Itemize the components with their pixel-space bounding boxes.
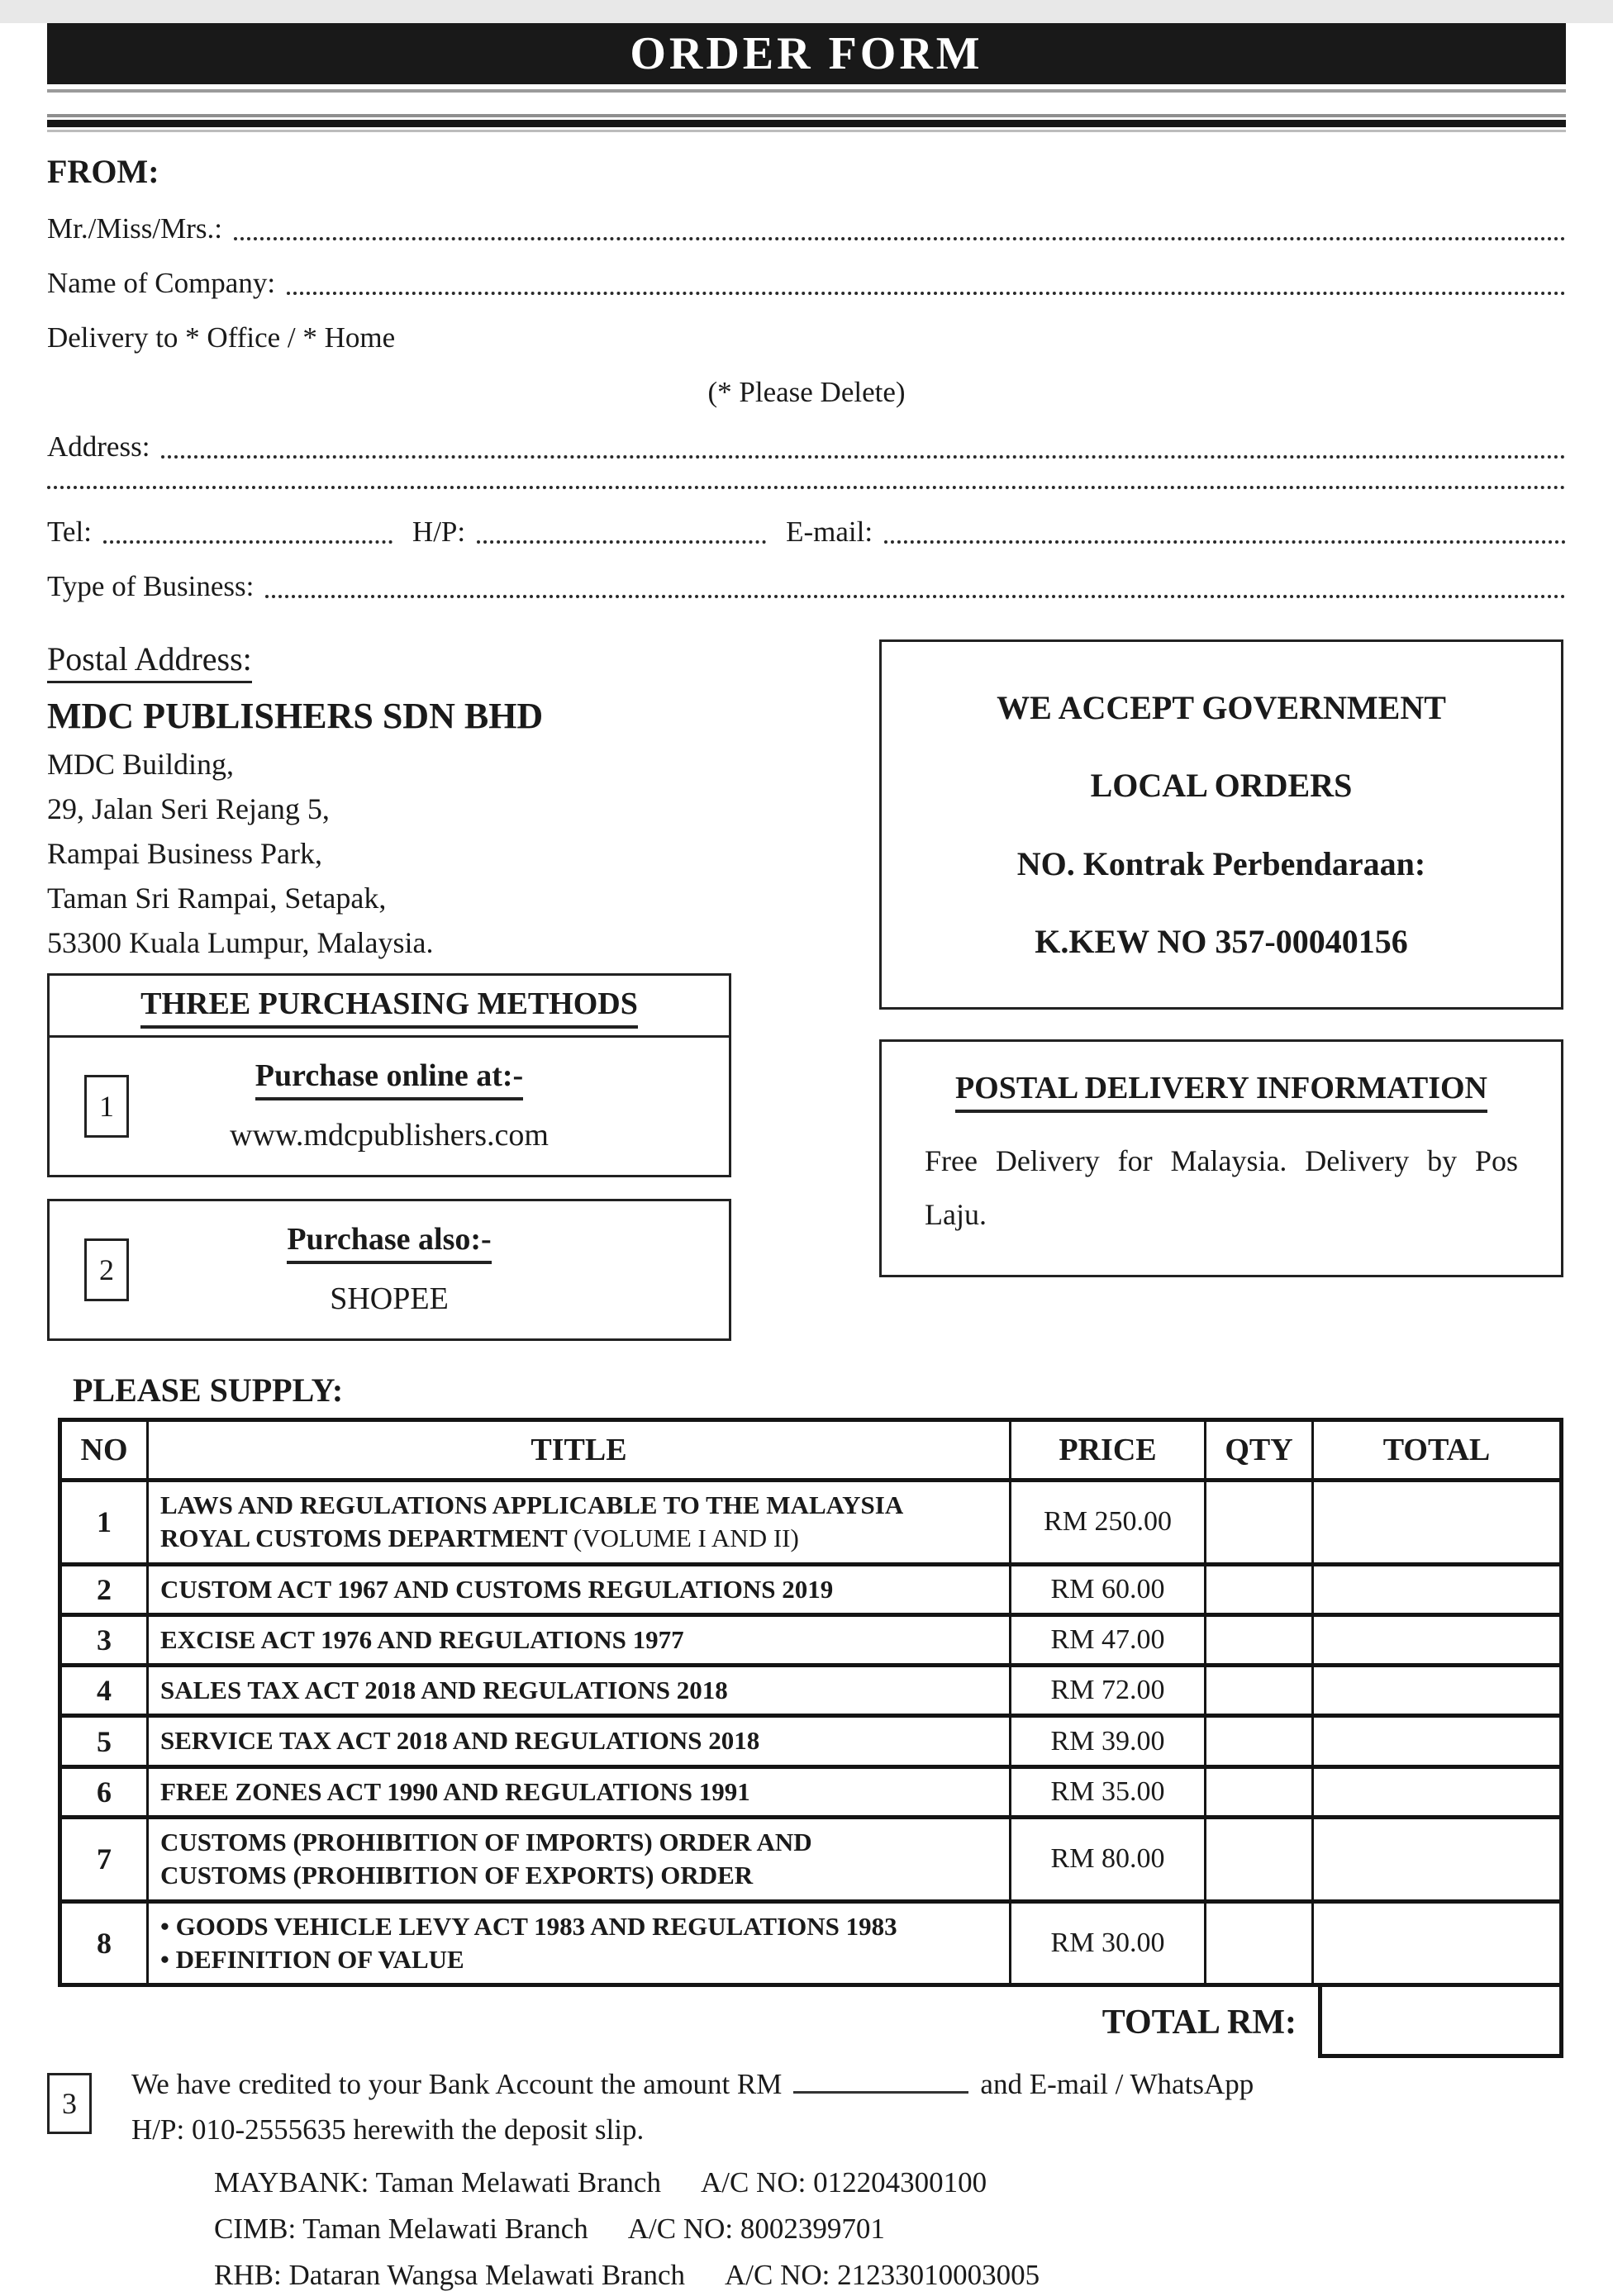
address-blank[interactable] — [161, 454, 1566, 459]
title-cell: • GOODS VEHICLE LEVY ACT 1983 AND REGULATIONS 1983 • DEFINITION OF VALUE — [148, 1901, 1011, 1985]
bank-account: A/C NO: 8002399701 — [627, 2213, 885, 2246]
total-cell[interactable] — [1313, 1666, 1562, 1716]
company-blank[interactable] — [287, 291, 1566, 295]
table-row — [60, 1818, 1562, 1902]
salutation-field-row — [47, 212, 1566, 245]
table-row — [60, 1666, 1562, 1716]
title-bar-shadow — [47, 89, 1566, 93]
double-rule — [47, 114, 1566, 132]
row-number: 2 — [60, 1564, 148, 1614]
total-rm-label: TOTAL RM: — [1102, 2004, 1297, 2042]
qty-cell[interactable] — [1206, 1901, 1313, 1985]
postal-delivery-text: Free Delivery for Malaysia. Delivery by Pos Laju. — [925, 1144, 1518, 1231]
col-header-title: TITLE — [148, 1420, 1011, 1481]
total-cell[interactable] — [1313, 1818, 1562, 1902]
row-number: 7 — [60, 1818, 148, 1902]
method-1-title — [50, 1058, 729, 1094]
bank-line-maybank — [214, 2166, 1254, 2199]
salutation-label: Mr./Miss/Mrs.: — [47, 212, 222, 245]
title-cell: LAWS AND REGULATIONS APPLICABLE TO THE MALAYSIA ROYAL CUSTOMS DEPARTMENT (VOLUME I AND II) — [148, 1481, 1011, 1565]
business-label: Type of Business: — [47, 570, 255, 602]
col-header-no: NO — [60, 1420, 148, 1481]
please-supply-heading: PLEASE SUPPLY: — [73, 1371, 344, 1409]
qty-cell[interactable] — [1206, 1481, 1313, 1565]
row-number: 5 — [60, 1716, 148, 1766]
qty-cell[interactable] — [1206, 1564, 1313, 1614]
title-cell: FREE ZONES ACT 1990 AND REGULATIONS 1991 — [148, 1766, 1011, 1817]
bank-name: MAYBANK: Taman Melawati Branch — [214, 2165, 661, 2199]
postal-delivery-box — [879, 1039, 1563, 1277]
qty-cell[interactable] — [1206, 1818, 1313, 1902]
table-row — [60, 1901, 1562, 1985]
method-1-body — [50, 1038, 729, 1175]
hp-label: H/P: — [412, 516, 466, 548]
business-field-row — [47, 570, 1566, 603]
payment-line-1-after: and E-mail / WhatsApp — [980, 2068, 1254, 2101]
row-number: 8 — [60, 1901, 148, 1985]
bank-list — [214, 2166, 1254, 2293]
rule-thick — [47, 120, 1566, 127]
price-cell: RM 30.00 — [1011, 1901, 1206, 1985]
table-row — [60, 1564, 1562, 1614]
please-delete-note: (* Please Delete) — [707, 376, 906, 408]
row-number: 4 — [60, 1666, 148, 1716]
price-cell: RM 80.00 — [1011, 1818, 1206, 1902]
col-header-price: PRICE — [1011, 1420, 1206, 1481]
total-cell[interactable] — [1313, 1481, 1562, 1565]
method-2-number-box: 2 — [84, 1238, 129, 1301]
postal-delivery-heading-text: POSTAL DELIVERY INFORMATION — [955, 1071, 1487, 1113]
tel-hp-email-row — [47, 516, 1566, 549]
payment-line-1-before: We have credited to your Bank Account the amount RM — [131, 2068, 783, 2101]
rule-thin — [47, 114, 1566, 117]
total-cell[interactable] — [1313, 1716, 1562, 1766]
table-row — [60, 1716, 1562, 1766]
payment-line-2: H/P: 010-2555635 herewith the deposit slip. — [131, 2113, 645, 2146]
email-blank[interactable] — [884, 540, 1566, 544]
shopee-label: SHOPEE — [330, 1281, 449, 1316]
qty-cell[interactable] — [1206, 1766, 1313, 1817]
title-cell: EXCISE ACT 1976 AND REGULATIONS 1977 — [148, 1614, 1011, 1665]
government-line-1: WE ACCEPT GOVERNMENT — [997, 688, 1446, 726]
tel-blank[interactable] — [103, 540, 393, 544]
company-label: Name of Company: — [47, 267, 276, 299]
company-field-row — [47, 267, 1566, 300]
title-cell: CUSTOMS (PROHIBITION OF IMPORTS) ORDER AND CUSTOMS (PROHIBITION OF EXPORTS) ORDER — [148, 1818, 1011, 1902]
tel-label: Tel: — [47, 516, 92, 548]
method-2-title-text: Purchase also:- — [287, 1222, 491, 1264]
total-cell[interactable] — [1313, 1766, 1562, 1817]
address-label: Address: — [47, 430, 150, 463]
postal-address-line: Taman Sri Rampai, Setapak, — [47, 882, 387, 915]
right-column — [879, 639, 1563, 1277]
delivery-option-row — [47, 321, 1566, 354]
supply-table — [58, 1418, 1563, 1987]
price-cell: RM 39.00 — [1011, 1716, 1206, 1766]
payment-line-1 — [131, 2068, 1254, 2101]
rule-light — [47, 130, 1566, 132]
from-heading: FROM: — [47, 153, 159, 190]
title-cell: SERVICE TAX ACT 2018 AND REGULATIONS 2018 — [148, 1716, 1011, 1766]
bank-line-rhb — [214, 2259, 1254, 2292]
purchasing-method-2-box — [47, 1199, 731, 1341]
government-orders-box — [879, 639, 1563, 1010]
price-cell: RM 72.00 — [1011, 1666, 1206, 1716]
method-3-number-box: 3 — [47, 2073, 92, 2134]
address-field-row-2 — [47, 485, 1566, 494]
col-header-qty: QTY — [1206, 1420, 1313, 1481]
two-column-section — [47, 639, 1563, 1341]
email-label: E-mail: — [786, 516, 873, 548]
table-row — [60, 1766, 1562, 1817]
table-row — [60, 1614, 1562, 1665]
method-1-title-text: Purchase online at:- — [255, 1058, 523, 1100]
page-title: ORDER FORM — [630, 28, 983, 79]
postal-address-line: 29, Jalan Seri Rejang 5, — [47, 792, 330, 825]
order-form-page — [0, 23, 1613, 2296]
title-cell: SALES TAX ACT 2018 AND REGULATIONS 2018 — [148, 1666, 1011, 1716]
method-2-body — [50, 1201, 729, 1338]
row-number: 6 — [60, 1766, 148, 1817]
bank-account: A/C NO: 21233010003005 — [724, 2259, 1040, 2292]
postal-address-heading — [47, 639, 846, 678]
postal-address-line: Rampai Business Park, — [47, 837, 322, 870]
total-cell[interactable] — [1313, 1564, 1562, 1614]
method-2-title — [50, 1221, 729, 1257]
salutation-blank[interactable] — [234, 236, 1566, 240]
left-column — [47, 639, 846, 1341]
grand-total-cell[interactable] — [1318, 1987, 1563, 2058]
payment-section — [47, 2068, 1566, 2292]
col-header-total: TOTAL — [1313, 1420, 1562, 1481]
bank-name: RHB: Dataran Wangsa Melawati Branch — [214, 2259, 685, 2292]
row-number: 3 — [60, 1614, 148, 1665]
bank-line-cimb — [214, 2213, 1254, 2246]
purchasing-methods-heading — [50, 976, 729, 1038]
total-cell[interactable] — [1313, 1901, 1562, 1985]
table-header-row — [60, 1420, 1562, 1481]
address-blank-line2[interactable] — [47, 485, 1566, 489]
price-cell: RM 35.00 — [1011, 1766, 1206, 1817]
purchasing-methods-box — [47, 973, 731, 1177]
table-row — [60, 1481, 1562, 1565]
purchasing-methods-heading-text: THREE PURCHASING METHODS — [140, 986, 638, 1029]
address-field-row — [47, 430, 1566, 463]
price-cell: RM 47.00 — [1011, 1614, 1206, 1665]
kkew-number: K.KEW NO 357-00040156 — [1035, 923, 1408, 961]
bank-name: CIMB: Taman Melawati Branch — [214, 2213, 588, 2246]
publisher-name: MDC PUBLISHERS SDN BHD — [47, 696, 544, 736]
postal-address-heading-text: Postal Address: — [47, 640, 252, 683]
postal-delivery-heading — [925, 1070, 1518, 1106]
grand-total-row — [0, 1987, 1563, 2058]
delivery-option-label: Delivery to * Office / * Home — [47, 321, 396, 354]
amount-blank[interactable] — [793, 2088, 968, 2094]
title-bar — [47, 23, 1566, 84]
total-cell[interactable] — [1313, 1614, 1562, 1665]
method-1-number-box: 1 — [84, 1075, 129, 1138]
qty-cell[interactable] — [1206, 1614, 1313, 1665]
business-blank[interactable] — [265, 594, 1566, 598]
price-cell: RM 250.00 — [1011, 1481, 1206, 1565]
title-cell: CUSTOM ACT 1967 AND CUSTOMS REGULATIONS 2019 — [148, 1564, 1011, 1614]
government-line-2: LOCAL ORDERS — [1090, 767, 1353, 805]
website-link[interactable]: www.mdcpublishers.com — [230, 1118, 549, 1153]
hp-blank[interactable] — [477, 540, 766, 544]
bank-account: A/C NO: 012204300100 — [700, 2165, 987, 2199]
postal-address-line: MDC Building, — [47, 748, 235, 781]
postal-address-line: 53300 Kuala Lumpur, Malaysia. — [47, 926, 434, 959]
kontrak-label: NO. Kontrak Perbendaraan: — [1016, 844, 1426, 882]
row-number: 1 — [60, 1481, 148, 1565]
qty-cell[interactable] — [1206, 1716, 1313, 1766]
payment-text — [131, 2068, 1254, 2292]
qty-cell[interactable] — [1206, 1666, 1313, 1716]
price-cell: RM 60.00 — [1011, 1564, 1206, 1614]
